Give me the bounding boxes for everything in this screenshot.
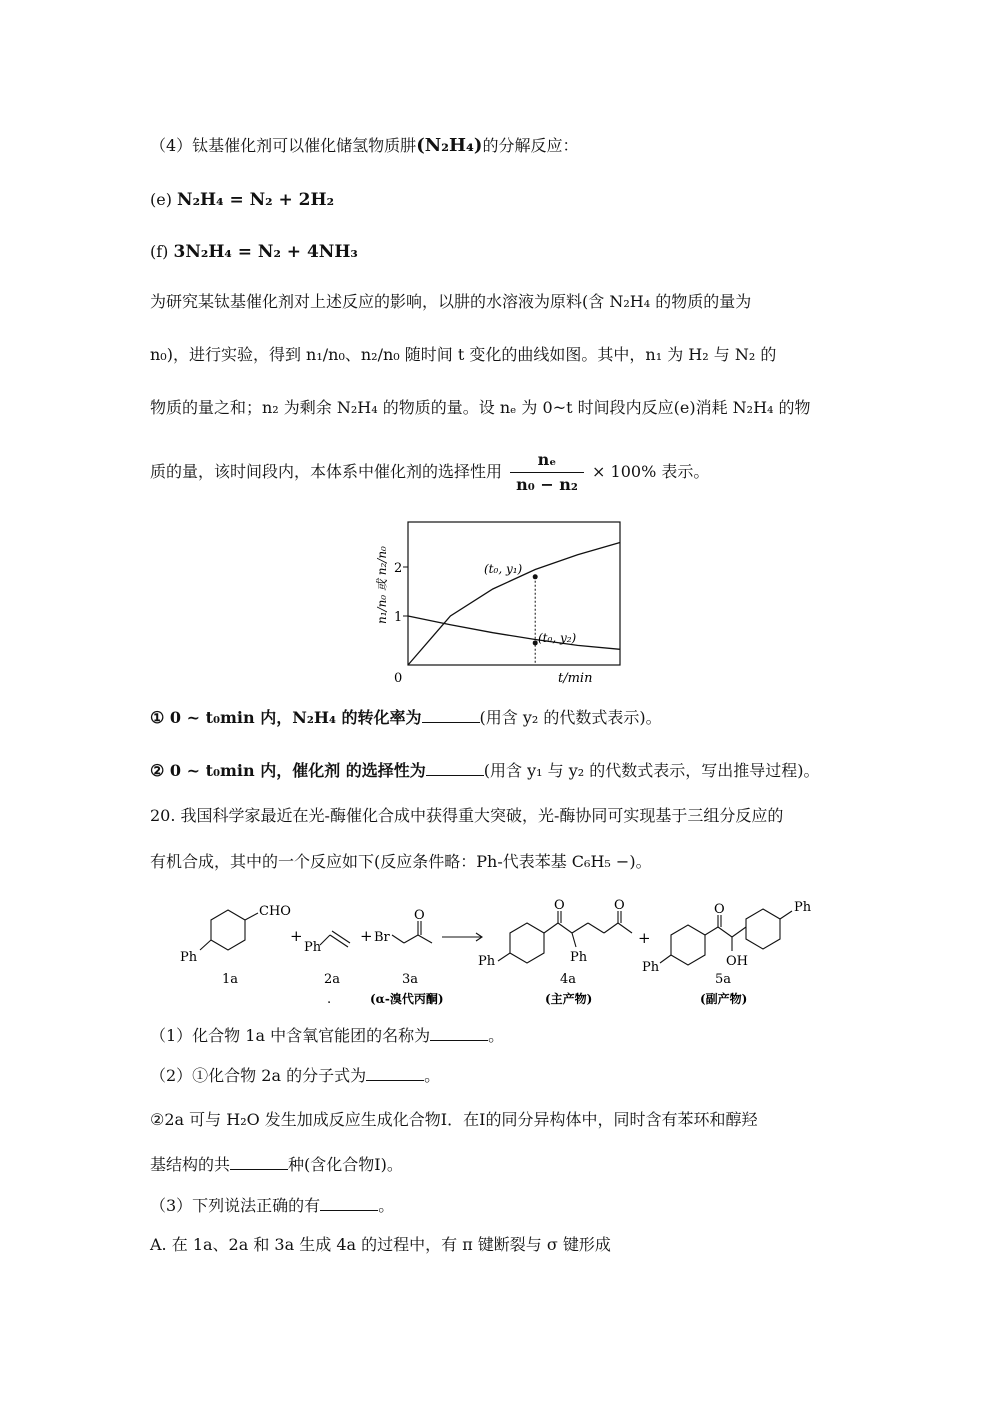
sub-question-2 <box>150 759 820 783</box>
selectivity-fraction <box>510 448 584 497</box>
selectivity-tail: × 100% 表示。 <box>592 462 710 481</box>
label-o-5a: O <box>714 902 725 917</box>
conversion-chart <box>360 512 650 694</box>
x-axis-label: t/min <box>558 671 593 686</box>
note-3a: (α-溴代丙酮) <box>370 992 444 1006</box>
q20-part-2b-cont <box>150 1153 403 1177</box>
sub2-blank[interactable] <box>426 759 484 776</box>
label-ph-5a-right: Ph <box>794 900 812 915</box>
q4-intro-text: （4）钛基催化剂可以催化储氢物质肼 <box>150 136 417 155</box>
hydrazine-formula: (N₂H₄) <box>416 135 483 156</box>
y-axis-label: n₁/n₀ 或 n₂/n₀ <box>375 546 389 624</box>
q4-paragraph-4 <box>150 448 709 497</box>
q20-part-2b: ②2a 可与 H₂O 发生加成反应生成化合物Ⅰ．在Ⅰ的同分异构体中，同时含有苯环和醇羟 <box>150 1110 758 1129</box>
sub2-text: ② 0 ~ t₀min 内，催化剂 的选择性为 <box>150 761 426 780</box>
fraction-denominator: n₀ − n₂ <box>516 475 578 494</box>
label-5a: 5a <box>715 972 732 987</box>
benzene-ring-5a-right <box>746 909 780 949</box>
benzene-ring-1a <box>211 910 245 950</box>
q4-intro-tail: 的分解反应： <box>482 136 579 155</box>
part3-blank[interactable] <box>320 1194 378 1211</box>
point-t0-y1 <box>533 574 538 579</box>
origin-label: 0 <box>394 671 403 686</box>
fraction-numerator: nₑ <box>510 448 584 473</box>
benzene-ring-5a-left <box>671 925 705 965</box>
label-oh: OH <box>726 954 748 969</box>
part3-text: （3）下列说法正确的有 <box>150 1196 321 1215</box>
reaction-f-tag: (f) <box>150 242 169 261</box>
q4-paragraph-2: n₀)，进行实验，得到 n₁/n₀、n₂/n₀ 随时间 t 变化的曲线如图。其中，n₁ 为 H₂ 与 N₂ 的 <box>150 345 777 364</box>
label-ph-4a-left: Ph <box>478 954 496 969</box>
plus-3: + <box>638 929 651 947</box>
sub-question-1 <box>150 706 662 730</box>
point-t0-y2 <box>533 640 538 645</box>
label-2a: 2a <box>324 972 341 987</box>
part1-blank[interactable] <box>430 1024 488 1041</box>
part2b-text: 基结构的共 <box>150 1155 231 1174</box>
part1-tail: 。 <box>488 1026 505 1045</box>
benzene-ring-4a <box>510 923 544 963</box>
label-ph-4a: Ph <box>570 950 588 965</box>
sub1-blank[interactable] <box>422 706 480 723</box>
reaction-e-tag: (e) <box>150 190 172 209</box>
point-2-label: (t₀, y₂) <box>538 631 577 645</box>
n2-curve <box>408 616 620 649</box>
q20-part-3 <box>150 1194 394 1218</box>
q20-part-1 <box>150 1024 504 1048</box>
part2-blank[interactable] <box>366 1064 424 1081</box>
q4-intro <box>150 134 578 158</box>
point-1-label: (t₀, y₁) <box>484 562 523 576</box>
sub1-tail: (用含 y₂ 的代数式表示)。 <box>479 708 662 727</box>
part2-text: （2）①化合物 2a 的分子式为 <box>150 1066 367 1085</box>
label-ph-2a: Ph <box>304 940 322 955</box>
chart-frame <box>408 522 620 665</box>
option-a[interactable]: A. 在 1a、2a 和 3a 生成 4a 的过程中，有 π 键断裂与 σ 键形成 <box>150 1235 611 1254</box>
part2-tail: 。 <box>424 1066 441 1085</box>
label-o-4a-2: O <box>614 898 625 913</box>
label-o-3a: O <box>414 908 425 923</box>
reaction-f <box>150 240 358 264</box>
sub2-tail: (用含 y₁ 与 y₂ 的代数式表示，写出推导过程)。 <box>483 761 820 780</box>
reaction-e-equation: N₂H₄ = N₂ + 2H₂ <box>177 190 335 210</box>
label-ph-5a-left: Ph <box>642 960 660 975</box>
q4-paragraph-3: 物质的量之和；n₂ 为剩余 N₂H₄ 的物质的量。设 nₑ 为 0~t 时间段内反应(e)消耗 N₂H₄ 的物 <box>150 398 811 417</box>
label-4a: 4a <box>560 972 577 987</box>
label-3a: 3a <box>402 972 419 987</box>
part3-tail: 。 <box>378 1196 395 1215</box>
q20-line-1: 20. 我国科学家最近在光-酶催化合成中获得重大突破，光-酶协同可实现基于三组分反应的 <box>150 806 784 825</box>
note-4a: (主产物) <box>545 992 593 1006</box>
label-ph-1a: Ph <box>180 950 198 965</box>
reaction-f-equation: 3N₂H₄ = N₂ + 4NH₃ <box>173 242 358 262</box>
q20-part-2 <box>150 1064 440 1088</box>
q20-line-2: 有机合成，其中的一个反应如下(反应条件略：Ph-代表苯基 C₆H₅ −)。 <box>150 852 652 871</box>
plus-2: + <box>360 927 373 945</box>
part2b-tail: 种(含化合物Ⅰ)。 <box>288 1155 403 1174</box>
q4-paragraph-1: 为研究某钛基催化剂对上述反应的影响，以肼的水溶液为原料(含 N₂H₄ 的物质的量为 <box>150 292 752 311</box>
ytick-2-label: 2 <box>394 561 403 576</box>
label-1a: 1a <box>222 972 239 987</box>
ytick-1-label: 1 <box>394 610 403 625</box>
label-cho: CHO <box>259 904 291 919</box>
label-dot: . <box>327 992 332 1007</box>
reaction-e <box>150 188 334 212</box>
part1-text: （1）化合物 1a 中含氧官能团的名称为 <box>150 1026 431 1045</box>
part2b-blank[interactable] <box>230 1153 288 1170</box>
sub1-text: ① 0 ~ t₀min 内，N₂H₄ 的转化率为 <box>150 708 422 727</box>
selectivity-intro: 质的量，该时间段内，本体系中催化剂的选择性用 <box>150 462 503 481</box>
label-o-4a-1: O <box>554 898 565 913</box>
reaction-scheme <box>170 895 830 1015</box>
plus-1: + <box>290 927 303 945</box>
note-5a: (副产物) <box>700 992 748 1006</box>
label-br: Br <box>374 930 390 945</box>
